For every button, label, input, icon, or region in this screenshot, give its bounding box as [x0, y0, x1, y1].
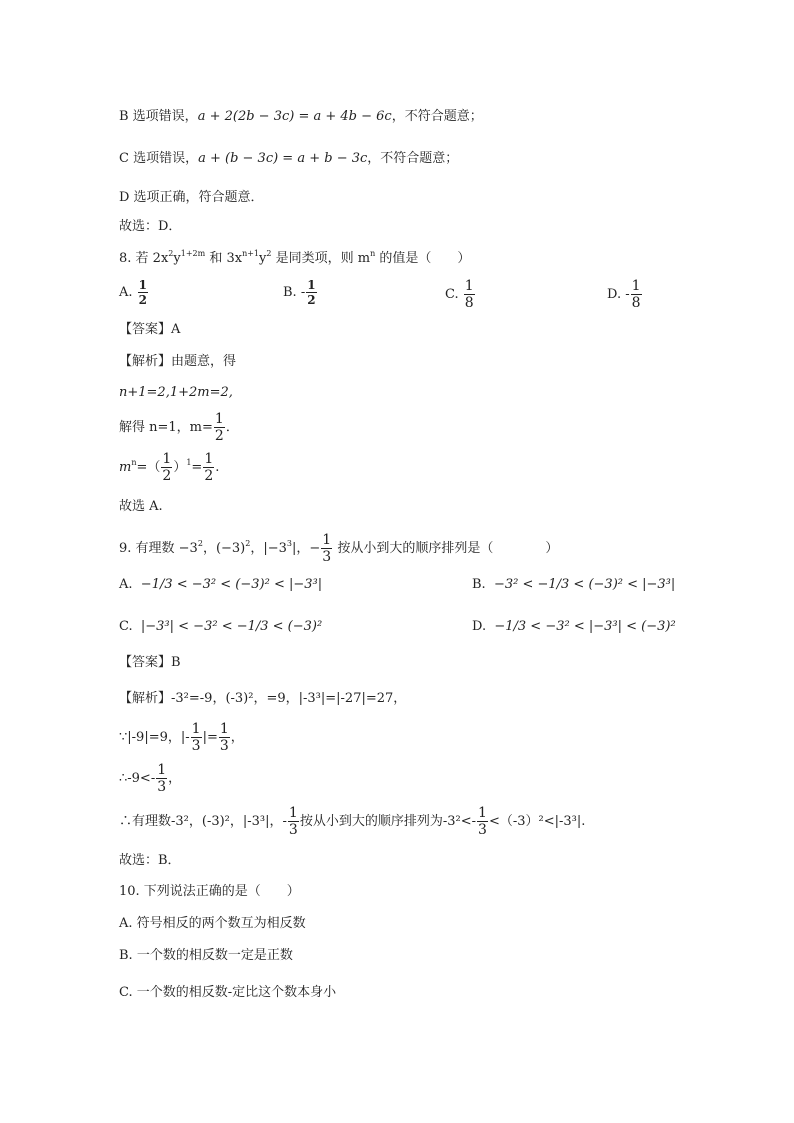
q9-option-a: A. −1/3 < −3² < (−3)² < |−3³| — [119, 577, 323, 592]
q8-option-d: D. - $\frac{1}{8}$ — [607, 278, 641, 311]
q9-conclusion: 故选：B． — [119, 853, 181, 868]
q9-step-1: ∵|-9|=9，|- $\frac{1}{3}$ |= $\frac{1}{3}$ ， — [119, 721, 244, 754]
q8-option-c: C. $\frac{1}{8}$ — [445, 278, 474, 311]
q8-step-3: $m^n=$（ $\frac{1}{2}$ ）$^1$= $\frac{1}{2}$ . — [119, 451, 220, 484]
q7-b-formula: a + 2(2b − 3c) = a + 4b − 6c — [197, 109, 392, 124]
q10-option-a: A. 符号相反的两个数互为相反数 — [119, 916, 306, 931]
q8-option-b: B. - $\frac{1}{2}$ — [283, 278, 316, 307]
q8-answer: 【答案】A — [119, 322, 181, 337]
q8-option-a: A. $\frac{1}{2}$ — [119, 278, 148, 307]
q9-answer: 【答案】B — [119, 655, 181, 670]
q10-option-b: B. 一个数的相反数一定是正数 — [119, 948, 293, 963]
q10-stem: 10. 下列说法正确的是（ ） — [119, 884, 300, 899]
q9-step-2: ∴-9<- $\frac{1}{3}$ ， — [119, 762, 182, 795]
q9-analysis: 【解析】-3²=-9，(-3)²，=9，|-3³|=|-27|=27， — [119, 691, 407, 706]
q7-option-d-explanation: D 选项正确，符合题意． — [119, 190, 264, 205]
q8-stem: 8. 若 $2x^2y^{1+2m}$ 和 $3x^{n+1}y^2$ 是同类项，则 $m^n$ 的值是（ ） — [119, 249, 471, 266]
q8-step-2: 解得 n=1，m= $\frac{1}{2}$ ． — [119, 411, 239, 444]
q9-option-b: B. −3² < −1/3 < (−3)² < |−3³| — [472, 577, 676, 592]
q9-option-d: D. −1/3 < −3² < |−3³| < (−3)² — [472, 619, 676, 634]
q8-step-1: n+1=2,1+2m=2, — [119, 385, 233, 400]
q9-stem: 9. 有理数 $-3^2$，$(-3)^2$，$|-3^3|$，− $\frac{1}{3}$ 按从小到大的顺序排列是（ ） — [119, 532, 559, 565]
q8-conclusion: 故选 A. — [119, 499, 163, 514]
q7-conclusion: 故选：D． — [119, 219, 182, 234]
q9-step-3: ∴有理数-3²，(-3)²，|-3³|，- $\frac{1}{3}$ 按从小到大的顺序排列为-3²<- $\frac{1}{3}$ <（-3）²<|-3³|. — [119, 805, 586, 838]
q8-analysis: 【解析】由题意，得 — [119, 354, 237, 369]
q7-option-c-explanation: C 选项错误，a + (b − 3c) = a + b − 3c，不符合题意； — [119, 151, 459, 166]
q9-option-c: C. |−3³| < −3² < −1/3 < (−3)² — [119, 619, 323, 634]
q10-option-c: C. 一个数的相反数-定比这个数本身小 — [119, 985, 337, 1000]
q7-c-formula: a + (b − 3c) = a + b − 3c — [198, 151, 368, 166]
q7-option-b-explanation: B 选项错误，a + 2(2b − 3c) = a + 4b − 6c，不符合题意； — [119, 109, 483, 124]
